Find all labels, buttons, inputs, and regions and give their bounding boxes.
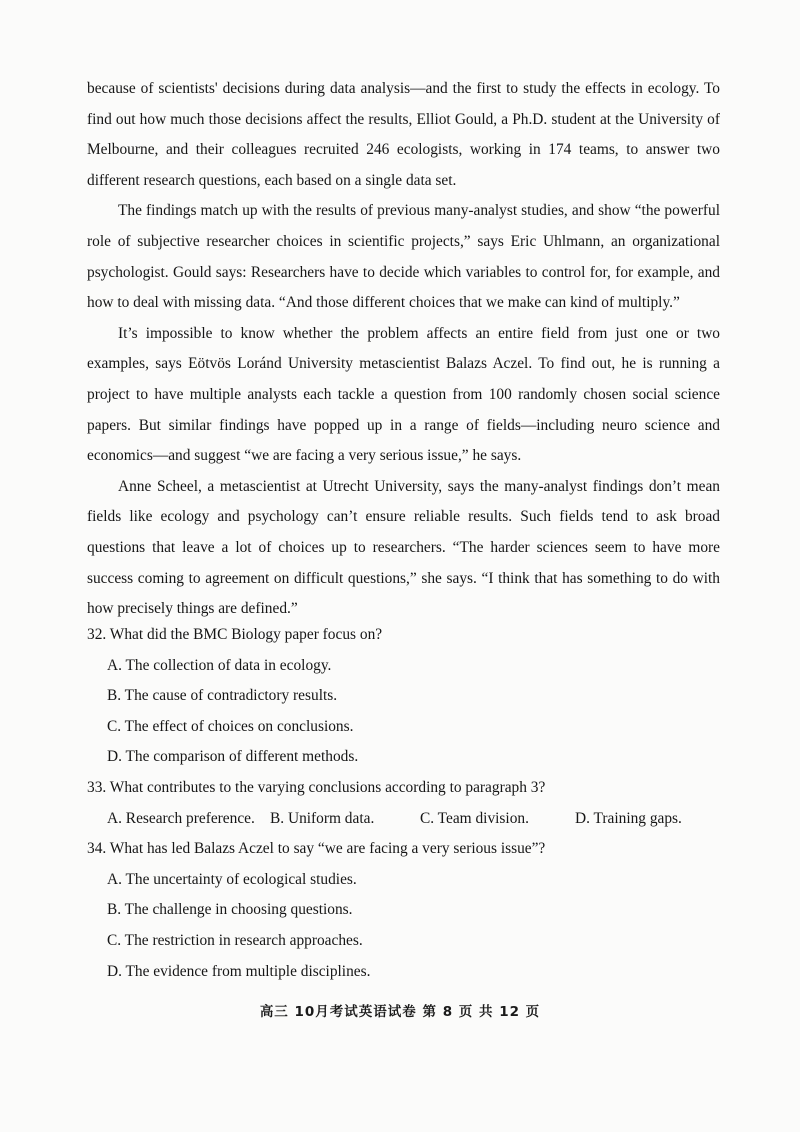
question-stem: 34. What has led Balazs Aczel to say “we are facing a very serious issue”? xyxy=(87,840,546,858)
option-b: B. The challenge in choosing questions. xyxy=(107,901,353,919)
option-list xyxy=(87,804,727,835)
option-a: A. The collection of data in ecology. xyxy=(107,656,332,674)
passage-paragraph-1: because of scientists' decisions during data analysis—and the first to study the effects in ecology. To find out how much those decisions affect the results, Elliot Gould, a Ph.D. student at the University of Melbourne, and their colleagues recruited 246 ecologists, working in 174 teams, to answer two different research questions, each based on a single data set. xyxy=(87,80,720,189)
question-33 xyxy=(87,773,727,834)
option-c: C. The effect of choices on conclusions. xyxy=(107,717,354,735)
passage-paragraph-3: It’s impossible to know whether the problem affects an entire field from just one or two examples, says Eötvös Loránd University metascientist Balazs Aczel. To find out, he is running a project to have multiple analysts each tackle a question from 100 randomly chosen social science papers. But similar findings have popped up in a range of fields—including neuro science and economics—and suggest “we are facing a very serious issue,” he says. xyxy=(87,324,720,465)
option-b: B. The cause of contradictory results. xyxy=(107,687,338,705)
passage-paragraph-2: The findings match up with the results of previous many-analyst studies, and show “the powerful role of subjective researcher choices in scientific projects,” says Eric Uhlmann, an organizational psychologist. Gould says: Researchers have to decide which variables to control for, for example, and how to deal with missing data. “And those different choices that we make can kind of multiply.” xyxy=(87,202,720,312)
option-list xyxy=(87,651,727,773)
question-section xyxy=(87,620,727,987)
option-b: B. Uniform data. xyxy=(270,809,375,827)
option-d: D. The comparison of different methods. xyxy=(107,748,359,766)
passage-paragraph-4: Anne Scheel, a metascientist at Utrecht University, says the many-analyst findings don’t mean fields like ecology and psychology can’t ensure reliable results. Such fields tend to ask broad questions that leave a lot of choices up to researchers. “The harder sciences seem to have more success coming to agreement on difficult questions,” she says. “I think that has something to do with how precisely things are defined.” xyxy=(87,477,720,618)
question-32 xyxy=(87,620,727,773)
option-list xyxy=(87,865,727,987)
option-d: D. The evidence from multiple disciplines. xyxy=(107,962,371,980)
option-d: D. Training gaps. xyxy=(575,809,682,827)
question-34 xyxy=(87,834,727,987)
page-footer: 高三 10月考试英语试卷 第 8 页 共 12 页 xyxy=(259,1004,541,1020)
question-stem: 32. What did the BMC Biology paper focus on? xyxy=(87,626,383,643)
reading-passage xyxy=(87,74,720,625)
question-stem: 33. What contributes to the varying conclusions according to paragraph 3? xyxy=(87,778,546,796)
option-a: A. The uncertainty of ecological studies. xyxy=(107,870,357,888)
option-a: A. Research preference. xyxy=(107,809,255,827)
option-c: C. The restriction in research approaches. xyxy=(107,931,363,949)
option-c: C. Team division. xyxy=(420,809,529,827)
